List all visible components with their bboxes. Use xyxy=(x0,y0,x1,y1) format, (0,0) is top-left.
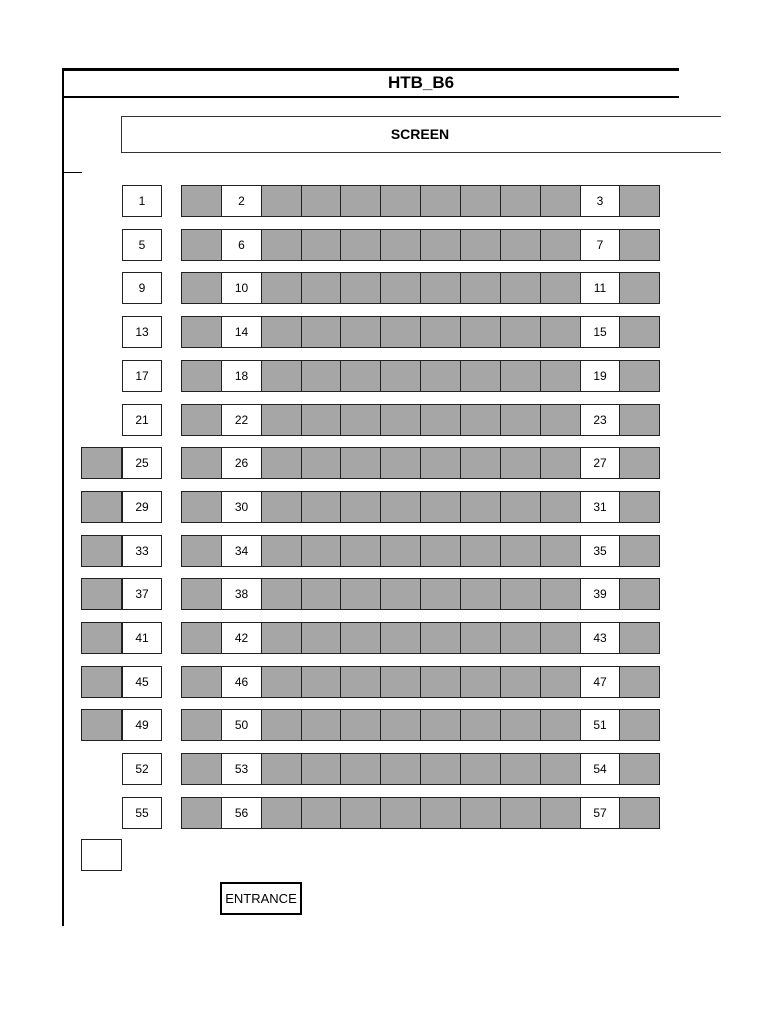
blocked-cell xyxy=(301,404,341,436)
blocked-cell xyxy=(81,447,122,479)
blocked-cell xyxy=(301,272,341,304)
blocked-cell xyxy=(619,491,660,523)
blocked-cell xyxy=(181,229,222,261)
blocked-cell xyxy=(301,185,341,217)
seat[interactable]: 9 xyxy=(122,272,162,304)
blocked-cell xyxy=(619,753,660,785)
blocked-cell xyxy=(540,535,581,567)
seat[interactable]: 21 xyxy=(122,404,162,436)
blocked-cell xyxy=(380,535,421,567)
blocked-cell xyxy=(619,185,660,217)
blocked-cell xyxy=(340,622,381,654)
blocked-cell xyxy=(301,360,341,392)
blocked-cell xyxy=(380,185,421,217)
seat[interactable]: 29 xyxy=(122,491,162,523)
blocked-cell xyxy=(181,578,222,610)
blocked-cell xyxy=(540,447,581,479)
seat[interactable]: 19 xyxy=(580,360,620,392)
blocked-cell xyxy=(500,447,541,479)
seat[interactable]: 56 xyxy=(221,797,262,829)
blocked-cell xyxy=(460,272,501,304)
blocked-cell xyxy=(540,404,581,436)
blocked-cell xyxy=(619,666,660,698)
blocked-cell xyxy=(261,360,302,392)
seat[interactable]: 39 xyxy=(580,578,620,610)
blocked-cell xyxy=(460,491,501,523)
blocked-cell xyxy=(500,797,541,829)
seat[interactable]: 22 xyxy=(221,404,262,436)
blocked-cell xyxy=(540,797,581,829)
seat[interactable]: 42 xyxy=(221,622,262,654)
blocked-cell xyxy=(380,797,421,829)
blocked-cell xyxy=(181,666,222,698)
blocked-cell xyxy=(301,447,341,479)
seat[interactable]: 6 xyxy=(221,229,262,261)
seat[interactable]: 55 xyxy=(122,797,162,829)
seat[interactable]: 49 xyxy=(122,709,162,741)
screen-label: SCREEN xyxy=(390,126,450,142)
blocked-cell xyxy=(460,753,501,785)
blocked-cell xyxy=(380,229,421,261)
blocked-cell xyxy=(380,316,421,348)
blocked-cell xyxy=(420,797,461,829)
seat[interactable]: 46 xyxy=(221,666,262,698)
seat[interactable]: 25 xyxy=(122,447,162,479)
blocked-cell xyxy=(420,666,461,698)
seat[interactable]: 13 xyxy=(122,316,162,348)
seat[interactable]: 1 xyxy=(122,185,162,217)
seat[interactable]: 57 xyxy=(580,797,620,829)
seat[interactable]: 2 xyxy=(221,185,262,217)
blocked-cell xyxy=(181,360,222,392)
blocked-cell xyxy=(460,447,501,479)
blocked-cell xyxy=(500,535,541,567)
blocked-cell xyxy=(500,666,541,698)
blocked-cell xyxy=(420,491,461,523)
blocked-cell xyxy=(420,185,461,217)
seat[interactable]: 38 xyxy=(221,578,262,610)
blocked-cell xyxy=(540,316,581,348)
seat[interactable]: 17 xyxy=(122,360,162,392)
blocked-cell xyxy=(380,753,421,785)
blocked-cell xyxy=(500,753,541,785)
blocked-cell xyxy=(420,535,461,567)
seat[interactable]: 27 xyxy=(580,447,620,479)
blocked-cell xyxy=(380,622,421,654)
blocked-cell xyxy=(181,447,222,479)
blocked-cell xyxy=(261,404,302,436)
blocked-cell xyxy=(261,797,302,829)
blocked-cell xyxy=(301,229,341,261)
entrance-label: ENTRANCE xyxy=(220,882,302,915)
blocked-cell xyxy=(81,491,122,523)
blocked-cell xyxy=(460,316,501,348)
blocked-cell xyxy=(340,578,381,610)
seat[interactable]: 14 xyxy=(221,316,262,348)
blocked-cell xyxy=(340,753,381,785)
blocked-cell xyxy=(460,404,501,436)
seat[interactable]: 43 xyxy=(580,622,620,654)
blocked-cell xyxy=(619,360,660,392)
seat[interactable]: 37 xyxy=(122,578,162,610)
blocked-cell xyxy=(619,535,660,567)
blocked-cell xyxy=(340,272,381,304)
blocked-cell xyxy=(540,622,581,654)
blocked-cell xyxy=(540,491,581,523)
blocked-cell xyxy=(500,229,541,261)
frame-title-underline xyxy=(62,96,679,98)
blocked-cell xyxy=(540,185,581,217)
seat[interactable]: 10 xyxy=(221,272,262,304)
blocked-cell xyxy=(380,578,421,610)
blocked-cell xyxy=(420,709,461,741)
seat[interactable]: 3 xyxy=(580,185,620,217)
blocked-cell xyxy=(301,578,341,610)
blocked-cell xyxy=(619,447,660,479)
blocked-cell xyxy=(500,316,541,348)
blocked-cell xyxy=(181,622,222,654)
blocked-cell xyxy=(181,797,222,829)
blocked-cell xyxy=(500,185,541,217)
blocked-cell xyxy=(380,272,421,304)
blocked-cell xyxy=(301,535,341,567)
blocked-cell xyxy=(261,578,302,610)
blocked-cell xyxy=(500,622,541,654)
blocked-cell xyxy=(540,360,581,392)
blocked-cell xyxy=(500,360,541,392)
blocked-cell xyxy=(301,622,341,654)
frame-small-tick xyxy=(62,172,82,173)
blocked-cell xyxy=(420,360,461,392)
blocked-cell xyxy=(340,316,381,348)
seat[interactable]: 11 xyxy=(580,272,620,304)
blocked-cell xyxy=(619,272,660,304)
blocked-cell xyxy=(420,447,461,479)
blocked-cell xyxy=(380,491,421,523)
blocked-cell xyxy=(261,272,302,304)
blocked-cell xyxy=(420,229,461,261)
blocked-cell xyxy=(460,229,501,261)
seat[interactable]: 51 xyxy=(580,709,620,741)
frame-left-line xyxy=(62,68,64,926)
seat[interactable]: 54 xyxy=(580,753,620,785)
blocked-cell xyxy=(340,709,381,741)
seat[interactable]: 45 xyxy=(122,666,162,698)
blocked-cell xyxy=(81,622,122,654)
chart-title: HTB_B6 xyxy=(387,73,455,92)
blocked-cell xyxy=(460,666,501,698)
blocked-cell xyxy=(619,797,660,829)
blocked-cell xyxy=(301,666,341,698)
seat[interactable]: 33 xyxy=(122,535,162,567)
blocked-cell xyxy=(340,229,381,261)
blocked-cell xyxy=(540,272,581,304)
blocked-cell xyxy=(81,578,122,610)
blocked-cell xyxy=(619,229,660,261)
blocked-cell xyxy=(261,316,302,348)
blocked-cell xyxy=(340,447,381,479)
blocked-cell xyxy=(261,535,302,567)
blocked-cell xyxy=(500,578,541,610)
blocked-cell xyxy=(181,753,222,785)
blocked-cell xyxy=(340,797,381,829)
blocked-cell xyxy=(500,491,541,523)
blocked-cell xyxy=(380,709,421,741)
blocked-cell xyxy=(619,404,660,436)
blocked-cell xyxy=(500,709,541,741)
blocked-cell xyxy=(540,578,581,610)
seat[interactable]: 41 xyxy=(122,622,162,654)
blocked-cell xyxy=(340,404,381,436)
blocked-cell xyxy=(540,666,581,698)
seat[interactable]: 26 xyxy=(221,447,262,479)
blocked-cell xyxy=(460,578,501,610)
blocked-cell xyxy=(460,535,501,567)
blocked-cell xyxy=(380,404,421,436)
blocked-cell xyxy=(420,272,461,304)
blocked-cell xyxy=(460,360,501,392)
blocked-cell xyxy=(261,666,302,698)
blocked-cell xyxy=(301,753,341,785)
blocked-cell xyxy=(460,797,501,829)
blocked-cell xyxy=(420,622,461,654)
blocked-cell xyxy=(81,666,122,698)
seat[interactable]: 53 xyxy=(221,753,262,785)
blocked-cell xyxy=(301,709,341,741)
blocked-cell xyxy=(340,185,381,217)
blocked-cell xyxy=(619,316,660,348)
blocked-cell xyxy=(380,447,421,479)
blocked-cell xyxy=(460,622,501,654)
blocked-cell xyxy=(340,666,381,698)
seat[interactable]: 15 xyxy=(580,316,620,348)
seat[interactable]: 47 xyxy=(580,666,620,698)
blocked-cell xyxy=(261,229,302,261)
blocked-cell xyxy=(261,753,302,785)
seat[interactable]: 31 xyxy=(580,491,620,523)
blocked-cell xyxy=(181,404,222,436)
seat[interactable]: 52 xyxy=(122,753,162,785)
blocked-cell xyxy=(181,316,222,348)
blocked-cell xyxy=(81,535,122,567)
seat[interactable]: 30 xyxy=(221,491,262,523)
seat[interactable]: 34 xyxy=(221,535,262,567)
blocked-cell xyxy=(181,272,222,304)
blocked-cell xyxy=(420,404,461,436)
blocked-cell xyxy=(619,578,660,610)
blocked-cell xyxy=(340,491,381,523)
blocked-cell xyxy=(420,753,461,785)
blocked-cell xyxy=(460,709,501,741)
blocked-cell xyxy=(181,185,222,217)
blocked-cell xyxy=(261,491,302,523)
blocked-cell xyxy=(540,753,581,785)
blocked-cell xyxy=(340,535,381,567)
blocked-cell xyxy=(619,622,660,654)
blocked-cell xyxy=(500,404,541,436)
blocked-cell xyxy=(340,360,381,392)
blocked-cell xyxy=(261,622,302,654)
blocked-cell xyxy=(181,491,222,523)
blocked-cell xyxy=(420,578,461,610)
blocked-cell xyxy=(301,797,341,829)
blocked-cell xyxy=(540,709,581,741)
blocked-cell xyxy=(619,709,660,741)
blocked-cell xyxy=(261,709,302,741)
blocked-cell xyxy=(301,316,341,348)
blocked-cell xyxy=(420,316,461,348)
blocked-cell xyxy=(540,229,581,261)
seat[interactable]: 35 xyxy=(580,535,620,567)
seat[interactable]: 7 xyxy=(580,229,620,261)
empty-legend-box xyxy=(81,839,122,871)
blocked-cell xyxy=(261,185,302,217)
blocked-cell xyxy=(181,709,222,741)
blocked-cell xyxy=(380,666,421,698)
blocked-cell xyxy=(460,185,501,217)
blocked-cell xyxy=(181,535,222,567)
blocked-cell xyxy=(301,491,341,523)
blocked-cell xyxy=(81,709,122,741)
seat[interactable]: 50 xyxy=(221,709,262,741)
blocked-cell xyxy=(500,272,541,304)
seat[interactable]: 5 xyxy=(122,229,162,261)
seat[interactable]: 23 xyxy=(580,404,620,436)
blocked-cell xyxy=(380,360,421,392)
blocked-cell xyxy=(261,447,302,479)
seat[interactable]: 18 xyxy=(221,360,262,392)
